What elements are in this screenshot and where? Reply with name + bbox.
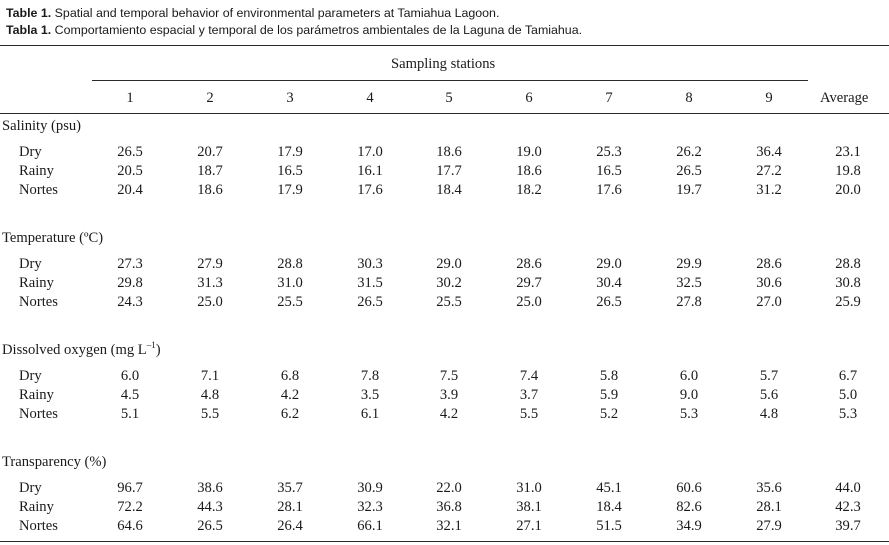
table-cell: 31.0 bbox=[516, 480, 542, 496]
section-title-text: Temperature (ºC) bbox=[2, 230, 104, 246]
table-cell: 3.9 bbox=[439, 387, 459, 403]
average-header: Average bbox=[820, 90, 869, 106]
table-cell: 16.5 bbox=[596, 163, 622, 179]
table-cell: 5.1 bbox=[120, 406, 140, 422]
row-label: Nortes bbox=[19, 294, 58, 310]
caption-spanish-text: Comportamiento espacial y temporal de los parámetros ambientales de la Laguna de Tamiahua. bbox=[51, 23, 583, 37]
table-cell: 30.2 bbox=[436, 275, 462, 291]
table-cell: 28.8 bbox=[277, 256, 303, 272]
table-cell: 6.1 bbox=[360, 406, 380, 422]
row-label: Nortes bbox=[19, 518, 58, 534]
table-cell: 27.2 bbox=[756, 163, 782, 179]
table-cell: 66.1 bbox=[357, 518, 383, 534]
station-header-9: 9 bbox=[765, 90, 773, 106]
table-cell: 6.8 bbox=[280, 368, 300, 384]
station-header-8: 8 bbox=[685, 90, 693, 106]
table-cell: 29.0 bbox=[436, 256, 462, 272]
table-cell: 18.2 bbox=[516, 182, 542, 198]
table-cell: 36.8 bbox=[436, 499, 462, 515]
table-cell: 17.7 bbox=[436, 163, 462, 179]
station-header-5: 5 bbox=[445, 90, 453, 106]
table-cell: 44.3 bbox=[197, 499, 223, 515]
table-cell: 4.2 bbox=[439, 406, 459, 422]
table-top-rule bbox=[0, 45, 889, 46]
table-cell: 29.8 bbox=[117, 275, 143, 291]
section-title-text: Salinity (psu) bbox=[2, 118, 82, 134]
table-cell: 6.2 bbox=[280, 406, 300, 422]
average-cell: 5.0 bbox=[838, 387, 858, 403]
table-cell: 29.9 bbox=[676, 256, 702, 272]
table-cell: 19.0 bbox=[516, 144, 542, 160]
table-cell: 20.4 bbox=[117, 182, 143, 198]
section-title bbox=[2, 229, 103, 247]
table-cell: 64.6 bbox=[117, 518, 143, 534]
average-cell: 44.0 bbox=[835, 480, 861, 496]
table-cell: 72.2 bbox=[117, 499, 143, 515]
table-cell: 26.5 bbox=[197, 518, 223, 534]
table-cell: 18.6 bbox=[516, 163, 542, 179]
table-cell: 26.5 bbox=[357, 294, 383, 310]
table-cell: 51.5 bbox=[596, 518, 622, 534]
row-label: Rainy bbox=[19, 387, 54, 403]
table-cell: 26.5 bbox=[117, 144, 143, 160]
caption-english bbox=[6, 5, 582, 22]
table-cell: 3.7 bbox=[519, 387, 539, 403]
table-cell: 31.2 bbox=[756, 182, 782, 198]
table-cell: 5.5 bbox=[200, 406, 220, 422]
table-cell: 26.4 bbox=[277, 518, 303, 534]
table-cell: 28.6 bbox=[516, 256, 542, 272]
table-cell: 27.1 bbox=[516, 518, 542, 534]
table-cell: 27.3 bbox=[117, 256, 143, 272]
section-title bbox=[2, 453, 106, 471]
table-captions bbox=[6, 5, 582, 39]
table-cell: 38.6 bbox=[197, 480, 223, 496]
table-cell: 32.3 bbox=[357, 499, 383, 515]
row-label: Dry bbox=[19, 480, 42, 496]
section-title-superscript: –1 bbox=[146, 340, 156, 350]
table-cell: 18.6 bbox=[436, 144, 462, 160]
table-cell: 26.5 bbox=[596, 294, 622, 310]
row-label: Rainy bbox=[19, 499, 54, 515]
table-cell: 34.9 bbox=[676, 518, 702, 534]
caption-spanish bbox=[6, 22, 582, 39]
station-header-4: 4 bbox=[366, 90, 374, 106]
average-cell: 25.9 bbox=[835, 294, 861, 310]
table-cell: 4.5 bbox=[120, 387, 140, 403]
section-title-text: Dissolved oxygen (mg L bbox=[2, 342, 147, 358]
table-cell: 5.9 bbox=[599, 387, 619, 403]
table-cell: 9.0 bbox=[679, 387, 699, 403]
table-cell: 45.1 bbox=[596, 480, 622, 496]
table-cell: 31.5 bbox=[357, 275, 383, 291]
table-cell: 28.1 bbox=[277, 499, 303, 515]
average-cell: 30.8 bbox=[835, 275, 861, 291]
table-cell: 18.4 bbox=[436, 182, 462, 198]
table-cell: 7.8 bbox=[360, 368, 380, 384]
table-cell: 7.5 bbox=[439, 368, 459, 384]
table-cell: 29.0 bbox=[596, 256, 622, 272]
table-bottom-rule bbox=[0, 541, 889, 542]
table-cell: 5.5 bbox=[519, 406, 539, 422]
table-cell: 17.9 bbox=[277, 144, 303, 160]
row-label: Dry bbox=[19, 144, 42, 160]
section-title-text: Transparency (%) bbox=[2, 454, 107, 470]
table-cell: 25.5 bbox=[436, 294, 462, 310]
table-cell: 28.1 bbox=[756, 499, 782, 515]
table-cell: 96.7 bbox=[117, 480, 143, 496]
table-cell: 26.2 bbox=[676, 144, 702, 160]
table-cell: 3.5 bbox=[360, 387, 380, 403]
table-cell: 30.9 bbox=[357, 480, 383, 496]
table-cell: 82.6 bbox=[676, 499, 702, 515]
table-cell: 25.0 bbox=[197, 294, 223, 310]
header-bottom-rule bbox=[0, 113, 889, 114]
table-cell: 35.6 bbox=[756, 480, 782, 496]
table-cell: 25.5 bbox=[277, 294, 303, 310]
caption-english-text: Spatial and temporal behavior of environmental parameters at Tamiahua Lagoon. bbox=[51, 6, 500, 20]
table-cell: 16.5 bbox=[277, 163, 303, 179]
average-cell: 19.8 bbox=[835, 163, 861, 179]
table-cell: 6.0 bbox=[120, 368, 140, 384]
table-cell: 18.4 bbox=[596, 499, 622, 515]
table-cell: 31.0 bbox=[277, 275, 303, 291]
row-label: Rainy bbox=[19, 275, 54, 291]
table-cell: 38.1 bbox=[516, 499, 542, 515]
row-label: Nortes bbox=[19, 406, 58, 422]
table-cell: 30.6 bbox=[756, 275, 782, 291]
station-header-2: 2 bbox=[206, 90, 214, 106]
table-cell: 31.3 bbox=[197, 275, 223, 291]
table-cell: 36.4 bbox=[756, 144, 782, 160]
table-cell: 17.6 bbox=[596, 182, 622, 198]
row-label: Nortes bbox=[19, 182, 58, 198]
section-title bbox=[2, 341, 161, 359]
table-cell: 20.5 bbox=[117, 163, 143, 179]
table-cell: 19.7 bbox=[676, 182, 702, 198]
station-header-3: 3 bbox=[286, 90, 294, 106]
table-cell: 27.8 bbox=[676, 294, 702, 310]
average-cell: 20.0 bbox=[835, 182, 861, 198]
table-cell: 6.0 bbox=[679, 368, 699, 384]
table-cell: 5.6 bbox=[759, 387, 779, 403]
table-cell: 7.1 bbox=[200, 368, 220, 384]
table-cell: 5.8 bbox=[599, 368, 619, 384]
table-cell: 30.4 bbox=[596, 275, 622, 291]
row-label: Rainy bbox=[19, 163, 54, 179]
table-cell: 7.4 bbox=[519, 368, 539, 384]
table-cell: 25.0 bbox=[516, 294, 542, 310]
average-cell: 6.7 bbox=[838, 368, 858, 384]
table-cell: 25.3 bbox=[596, 144, 622, 160]
table-cell: 26.5 bbox=[676, 163, 702, 179]
caption-english-label: Table 1. bbox=[6, 6, 52, 20]
table-cell: 16.1 bbox=[357, 163, 383, 179]
average-cell: 23.1 bbox=[835, 144, 861, 160]
station-header-1: 1 bbox=[126, 90, 134, 106]
caption-spanish-label: Tabla 1. bbox=[6, 23, 52, 37]
table-cell: 5.3 bbox=[679, 406, 699, 422]
table-cell: 24.3 bbox=[117, 294, 143, 310]
average-cell: 5.3 bbox=[838, 406, 858, 422]
table-cell: 32.1 bbox=[436, 518, 462, 534]
table-cell: 5.7 bbox=[759, 368, 779, 384]
section-title bbox=[2, 117, 81, 135]
table-cell: 17.9 bbox=[277, 182, 303, 198]
table-cell: 28.6 bbox=[756, 256, 782, 272]
table-cell: 30.3 bbox=[357, 256, 383, 272]
sampling-stations-header: Sampling stations bbox=[391, 56, 496, 72]
average-cell: 39.7 bbox=[835, 518, 861, 534]
table-cell: 17.6 bbox=[357, 182, 383, 198]
row-label: Dry bbox=[19, 368, 42, 384]
table-cell: 22.0 bbox=[436, 480, 462, 496]
table-cell: 27.9 bbox=[197, 256, 223, 272]
average-cell: 28.8 bbox=[835, 256, 861, 272]
stations-header-rule bbox=[92, 80, 808, 81]
row-label: Dry bbox=[19, 256, 42, 272]
table-cell: 18.7 bbox=[197, 163, 223, 179]
table-cell: 4.2 bbox=[280, 387, 300, 403]
table-cell: 29.7 bbox=[516, 275, 542, 291]
table-cell: 32.5 bbox=[676, 275, 702, 291]
station-header-7: 7 bbox=[605, 90, 613, 106]
table-cell: 60.6 bbox=[676, 480, 702, 496]
section-title-close: ) bbox=[155, 342, 161, 358]
table-cell: 27.0 bbox=[756, 294, 782, 310]
table-cell: 35.7 bbox=[277, 480, 303, 496]
table-cell: 18.6 bbox=[197, 182, 223, 198]
average-cell: 42.3 bbox=[835, 499, 861, 515]
table-cell: 4.8 bbox=[200, 387, 220, 403]
table-cell: 4.8 bbox=[759, 406, 779, 422]
table-cell: 27.9 bbox=[756, 518, 782, 534]
station-header-6: 6 bbox=[525, 90, 533, 106]
table-cell: 17.0 bbox=[357, 144, 383, 160]
table-cell: 5.2 bbox=[599, 406, 619, 422]
table-cell: 20.7 bbox=[197, 144, 223, 160]
